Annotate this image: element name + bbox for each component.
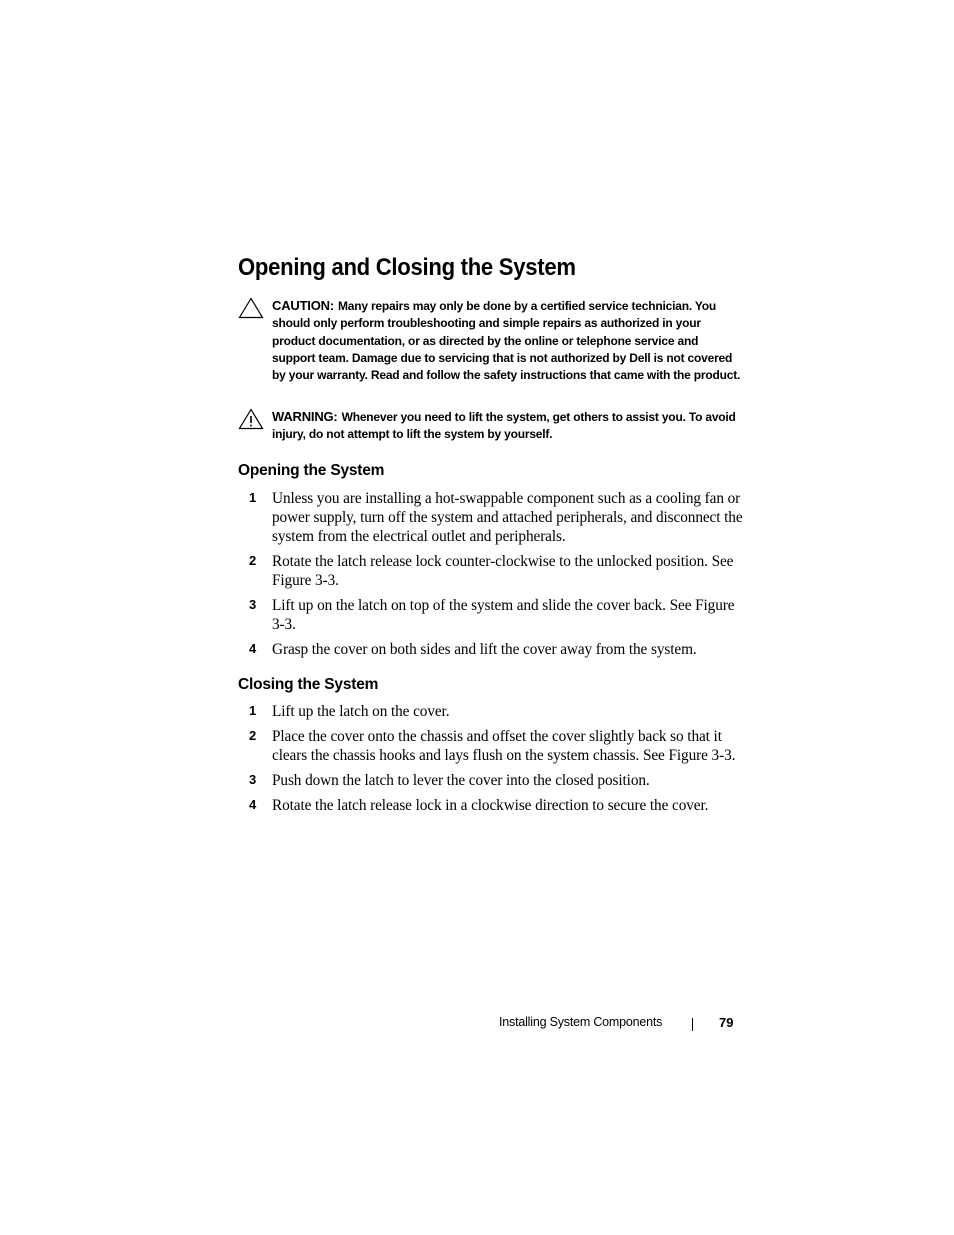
step-number: 4 xyxy=(249,797,257,812)
step-text: Push down the latch to lever the cover into the closed position. xyxy=(272,772,650,789)
step-number: 1 xyxy=(249,703,257,718)
page-title: Opening and Closing the System xyxy=(238,254,576,281)
step-text: Rotate the latch release lock counter-clockwise to the unlocked position. See Figure 3-3. xyxy=(272,553,734,589)
step-text: Rotate the latch release lock in a clockwise direction to secure the cover. xyxy=(272,797,709,814)
step-text: Grasp the cover on both sides and lift the cover away from the system. xyxy=(272,641,697,658)
list-item xyxy=(238,727,743,765)
warning-body: Whenever you need to lift the system, get others to assist you. To avoid injury, do not attempt to lift the system by yourself. xyxy=(272,410,736,442)
warning-exclamation-triangle-icon xyxy=(238,408,264,430)
footer-section-title: Installing System Components xyxy=(499,1015,663,1029)
list-item xyxy=(238,489,743,546)
step-number: 1 xyxy=(249,490,257,505)
list-item xyxy=(238,596,743,634)
step-text: Lift up the latch on the cover. xyxy=(272,703,450,720)
step-number: 2 xyxy=(249,728,257,743)
list-item xyxy=(238,796,743,815)
list-item xyxy=(238,702,743,721)
step-number: 3 xyxy=(249,597,257,612)
closing-heading: Closing the System xyxy=(238,676,379,693)
closing-steps-list xyxy=(238,702,743,815)
step-text: Unless you are installing a hot-swappable component such as a cooling fan or power supply, turn off the system and attached peripherals, and disconnect the system from the electrical outlet and peripherals. xyxy=(272,490,743,545)
step-number: 2 xyxy=(249,553,257,568)
warning-text xyxy=(272,408,742,444)
opening-steps-list xyxy=(238,489,743,659)
list-item xyxy=(238,552,743,590)
page-number: 79 xyxy=(719,1015,734,1030)
step-number: 3 xyxy=(249,772,257,787)
step-text: Lift up on the latch on top of the system and slide the cover back. See Figure 3-3. xyxy=(272,597,735,633)
list-item xyxy=(238,640,743,659)
list-item xyxy=(238,771,743,790)
caution-triangle-icon xyxy=(238,297,264,319)
caution-text xyxy=(272,297,742,384)
step-text: Place the cover onto the chassis and offset the cover slightly back so that it clears the chassis hooks and lays flush on the system chassis. See Figure 3-3. xyxy=(272,728,736,764)
footer-divider xyxy=(692,1018,693,1031)
warning-label: WARNING: xyxy=(272,409,338,424)
caution-label: CAUTION: xyxy=(272,298,334,313)
step-number: 4 xyxy=(249,641,257,656)
caution-body: Many repairs may only be done by a certified service technician. You should only perform troubleshooting and simple repairs as authorized in your product documentation, or as directed by the online or telephone service and support team. Damage due to servicing that is not authorized by Dell is not covered by your warranty. Read and follow the safety instructions that came with the product. xyxy=(272,299,741,383)
opening-heading: Opening the System xyxy=(238,462,385,479)
